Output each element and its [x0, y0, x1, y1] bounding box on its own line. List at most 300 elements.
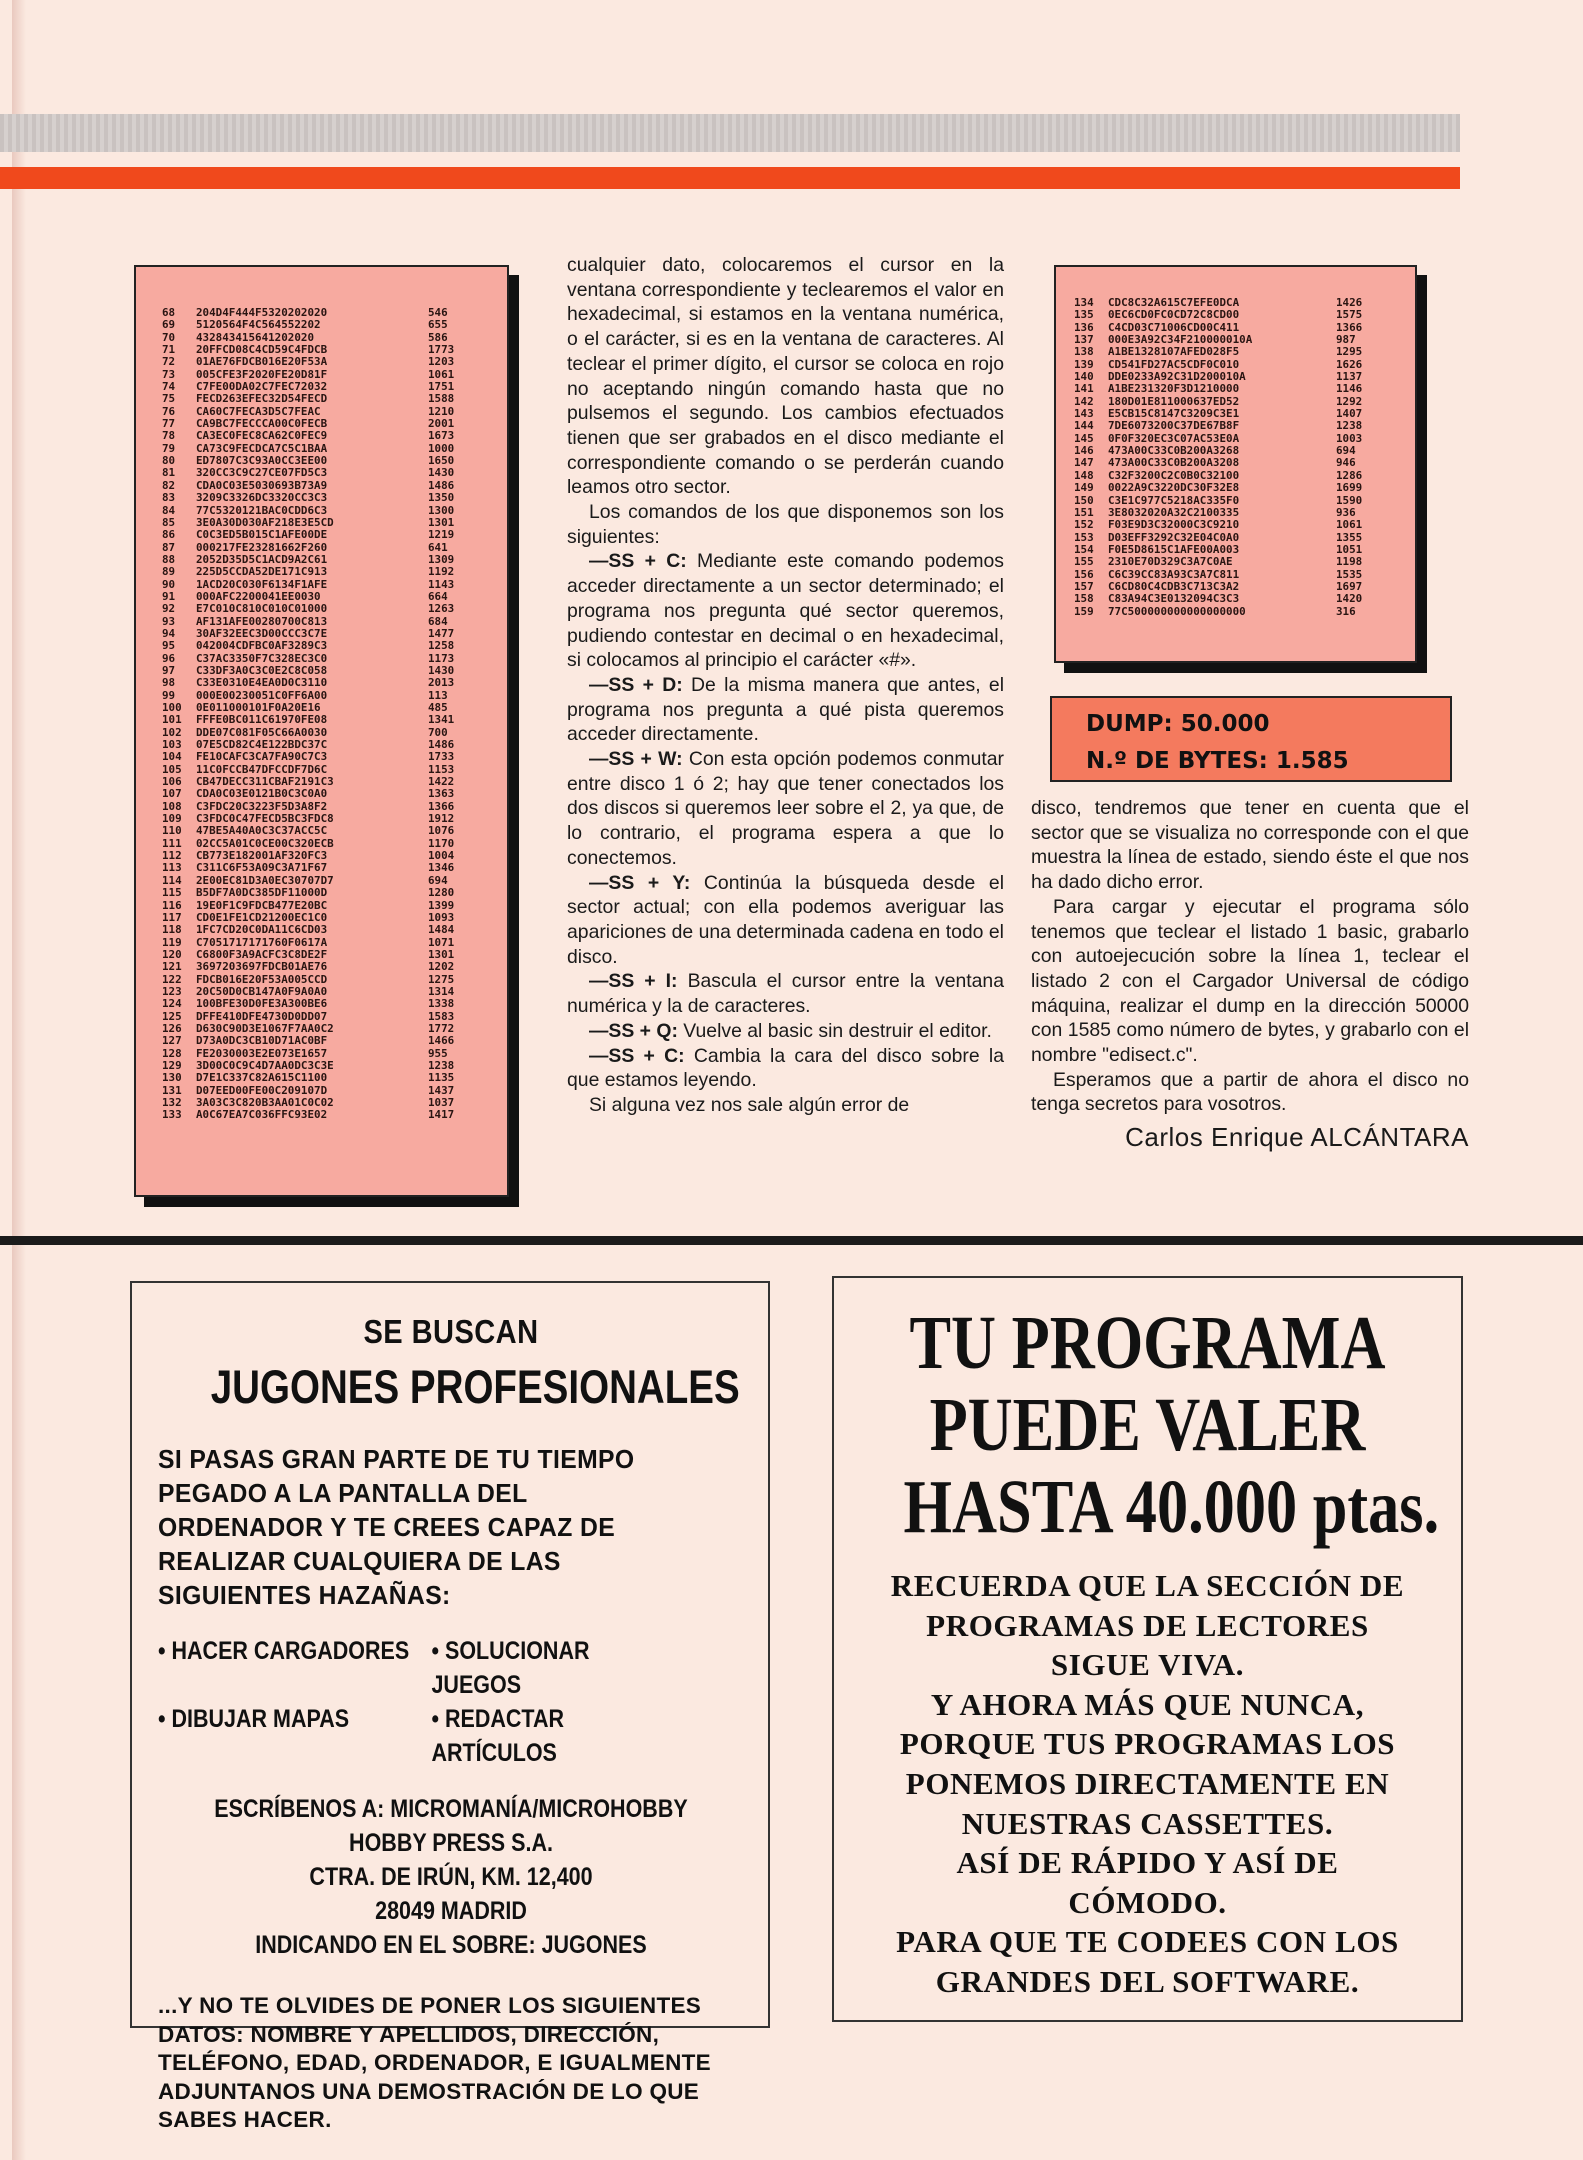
line-number: 122: [162, 972, 182, 986]
line-number: 98: [162, 676, 176, 690]
checksum: 1417: [428, 1108, 455, 1122]
line-number: 118: [162, 923, 182, 937]
hex-data: A1BE231320F3D1210000: [1108, 382, 1240, 396]
listing-row: [162, 998, 507, 1010]
hex-data: A0C67EA7C036FFC93E02: [196, 1108, 328, 1122]
hex-data: 000217FE23281662F260: [196, 540, 328, 554]
checksum: 1466: [428, 1034, 455, 1048]
address-line: INDICANDO EN EL SOBRE: JUGONES: [255, 1931, 647, 1959]
checksum: 1000: [428, 441, 455, 455]
line-number: 79: [162, 441, 176, 455]
checksum: 113: [428, 688, 448, 702]
checksum: 1061: [1336, 518, 1363, 532]
checksum: 1275: [428, 972, 455, 986]
hex-data: 3E0A30D030AF218E3E5CD: [196, 515, 334, 529]
checksum: 1061: [428, 367, 455, 381]
line-number: 81: [162, 466, 176, 480]
ad-heading-se-buscan: SE BUSCAN: [363, 1313, 539, 1350]
line-number: 88: [162, 552, 176, 566]
hex-data: CB773E182001AF320FC3: [196, 849, 328, 863]
line-number: 153: [1074, 530, 1094, 544]
checksum: 1338: [428, 997, 455, 1011]
task-item: • REDACTAR ARTÍCULOS: [431, 1705, 565, 1767]
checksum: 1350: [428, 491, 455, 505]
line-number: 100: [162, 701, 182, 714]
checksum: 1238: [428, 1058, 455, 1072]
hex-data: 225D5CCDA52DE171C913: [196, 565, 328, 579]
checksum: 1430: [428, 663, 455, 677]
hex-data: CA3EC0FEC8CA62C0FEC9: [196, 429, 328, 443]
checksum: 1751: [428, 380, 455, 394]
checksum: 1699: [1336, 481, 1363, 495]
hex-data: 01AE76FDCB016E20F53A: [196, 355, 328, 369]
hex-data: CD541FD27AC5CDF0C010: [1108, 357, 1240, 371]
checksum: 1673: [428, 429, 455, 443]
ad-heading-jugones: JUGONES PROFESIONALES: [210, 1360, 740, 1413]
listing-row: [162, 714, 507, 726]
listing-row: [162, 924, 507, 936]
hex-data: CA73C9FECDCA7C5C1BAA: [196, 441, 328, 455]
hex-data: 000AFC2200041EE0030: [196, 589, 321, 603]
listing-row: [162, 1072, 507, 1084]
line-number: 97: [162, 663, 176, 677]
line-number: 94: [162, 626, 176, 640]
checksum: 987: [1336, 333, 1356, 347]
line-number: 106: [162, 775, 182, 789]
checksum: 1258: [428, 639, 455, 653]
checksum: 1238: [1336, 419, 1363, 433]
checksum: 1286: [1336, 468, 1363, 482]
line-number: 76: [162, 404, 176, 418]
address-line: CTRA. DE IRÚN, KM. 12,400: [309, 1863, 593, 1891]
hex-data: CB47DECC311CBAF2191C3: [196, 775, 334, 789]
checksum: 1003: [1336, 431, 1363, 445]
ad-body-line: GRANDES DEL SOFTWARE.: [935, 1963, 1360, 1999]
paragraph: [1031, 796, 1469, 895]
command-key: —SS + C:: [589, 550, 687, 573]
checksum: 1037: [428, 1096, 455, 1109]
hex-data: C311C6F53A09C3A71F67: [196, 861, 328, 875]
checksum: 1143: [428, 577, 455, 591]
checksum: 1366: [428, 799, 455, 813]
dump-address: DUMP: 50.000: [1086, 711, 1270, 737]
ad-footer-text: ...Y NO TE OLVIDES DE PONER LOS SIGUIENTES DATOS: NOMBRE Y APELLIDOS, DIRECCIÓN, TELÉFONO, EDAD, ORDENADOR, E IGUALMENTE ADJUNTANOS UNA DEMOSTRACIÓN DE LO QUE SABES HACER.: [158, 1993, 711, 2132]
hex-data: E5CB15C8147C3209C3E1: [1108, 407, 1240, 421]
line-number: 78: [162, 429, 176, 443]
hex-data: 77C5320121BAC0CDD6C3: [196, 503, 328, 517]
line-number: 140: [1074, 370, 1094, 384]
hex-data: DDE07C081F05C66A0030: [196, 725, 328, 739]
right-column-paragraphs: [1031, 796, 1469, 1117]
task-item: • HACER CARGADORES: [158, 1637, 410, 1665]
ad-body-line: PONEMOS DIRECTAMENTE EN: [905, 1765, 1390, 1801]
listing-row: [162, 566, 507, 578]
listing-row: [1074, 383, 1415, 395]
line-number: 147: [1074, 456, 1094, 470]
hex-data: 0F0F320EC3C07AC53E0A: [1108, 431, 1240, 445]
checksum: 1772: [428, 1021, 455, 1035]
line-number: 121: [162, 960, 182, 974]
ad-body-line: PROGRAMAS DE LECTORES: [926, 1607, 1369, 1643]
line-number: 145: [1074, 431, 1094, 445]
hex-data: 000E00230051C0FF6A00: [196, 688, 328, 702]
listing-row: [162, 467, 507, 479]
checksum: 1590: [1336, 493, 1363, 507]
hex-data: 3E8032020A32C2100335: [1108, 505, 1240, 519]
checksum: 1773: [428, 343, 455, 357]
checksum: 1192: [428, 565, 455, 579]
command-key: —SS + C:: [589, 1044, 685, 1067]
checksum: 1071: [428, 935, 455, 949]
checksum: 1093: [428, 910, 455, 924]
line-number: 144: [1074, 419, 1094, 433]
ad-body-line: RECUERDA QUE LA SECCIÓN DE: [890, 1568, 1405, 1603]
line-number: 137: [1074, 333, 1094, 347]
line-number: 149: [1074, 481, 1094, 495]
listing-row: [1074, 519, 1415, 531]
checksum: 946: [1336, 456, 1356, 470]
hex-data: 3209C3326DC3320CC3C3: [196, 491, 328, 505]
line-number: 75: [162, 392, 176, 406]
hex-data: D630C90D3E1067F7AA0C2: [196, 1021, 334, 1035]
header-grey-band: [0, 114, 1460, 152]
hex-data: 2310E70D329C3A7C0AE: [1108, 555, 1233, 569]
checksum: 1203: [428, 355, 455, 369]
line-number: 104: [162, 750, 182, 764]
hex-data: CA60C7FECA3D5C7FEAC: [196, 404, 321, 418]
line-number: 103: [162, 738, 182, 752]
paragraph-text: Bascula el cursor entre la ventana numérica y la de caracteres.: [567, 970, 1005, 1018]
line-number: 111: [162, 836, 182, 850]
line-number: 125: [162, 1009, 182, 1023]
line-number: 96: [162, 651, 176, 665]
line-number: 143: [1074, 407, 1094, 421]
checksum: 1535: [1336, 567, 1363, 581]
line-number: 86: [162, 528, 176, 542]
paragraph-text: Vuelve al basic sin destruir el editor.: [683, 1019, 992, 1042]
hex-data: F03E9D3C32000C3C9210: [1108, 518, 1240, 532]
checksum: 1137: [1336, 370, 1363, 384]
line-number: 130: [162, 1071, 182, 1085]
paragraph: [567, 1019, 1004, 1044]
listing-row: [162, 825, 507, 837]
checksum: 1399: [428, 898, 455, 912]
paragraph: [567, 969, 1004, 1018]
checksum: 1146: [1336, 382, 1363, 396]
line-number: 157: [1074, 579, 1094, 593]
listing-row: [162, 492, 507, 504]
line-number: 99: [162, 688, 176, 702]
checksum: 1219: [428, 528, 455, 542]
listing-row: [162, 961, 507, 973]
line-number: 95: [162, 639, 176, 653]
listing-row: [1074, 309, 1415, 321]
hex-data: 2052D35D5C1ACD9A2C61: [196, 552, 328, 566]
listing-row: [162, 603, 507, 615]
line-number: 115: [162, 886, 182, 900]
line-number: 124: [162, 997, 182, 1011]
paragraph: [567, 871, 1004, 970]
hex-data: C6C39CC83A93C3A7C811: [1108, 567, 1240, 581]
checksum: 1437: [428, 1083, 455, 1097]
hex-data: D07EED00FE00C209107D: [196, 1083, 328, 1097]
checksum: 1912: [428, 812, 455, 826]
checksum: 655: [428, 318, 448, 332]
checksum: 1170: [428, 836, 455, 850]
listing-row: [1074, 346, 1415, 358]
ad-postal-address: [199, 1792, 703, 1962]
line-number: 155: [1074, 555, 1094, 569]
hex-data: FFFE0BC011C61970FE08: [196, 713, 328, 727]
checksum: 1210: [428, 404, 455, 418]
hex-data: D03EFF3292C32E04C0A0: [1108, 530, 1240, 544]
checksum: 684: [428, 614, 448, 628]
paragraph-text: cualquier dato, colocaremos el cursor en la ventana correspondiente y teclearemos el valor en hexadecimal, si estamos en la ventana numérica, o el carácter, si es en la ventana de caracteres. Al teclear el primer dígito, el cursor se coloca en rojo no aceptando ningún comando hasta que no pulsemos el segundo. Los cambios efectuados tienen que ser grabados en el disco mediante el correspondiente comando o se perderán cuando leamos otro sector.: [567, 254, 1004, 499]
hex-data: 100BFE30D0FE3A300BE6: [196, 997, 328, 1011]
line-number: 142: [1074, 394, 1094, 408]
line-number: 120: [162, 947, 182, 961]
line-number: 136: [1074, 320, 1094, 334]
line-number: 127: [162, 1034, 182, 1048]
hex-data: C4CD03C71006CD00C411: [1108, 320, 1240, 334]
hex-data: C33DF3A0C3C0E2C8C058: [196, 663, 328, 677]
listing-row: [162, 900, 507, 912]
line-number: 93: [162, 614, 176, 628]
checksum: 1173: [428, 651, 455, 665]
ad-title-line: TU PROGRAMA: [909, 1301, 1386, 1385]
hex-data: C37AC3350F7C328EC3C0: [196, 651, 328, 665]
ad-tu-programa: [832, 1276, 1463, 2022]
address-line: ESCRÍBENOS A: MICROMANÍA/MICROHOBBY: [214, 1795, 688, 1823]
listing-row: [162, 788, 507, 800]
listing-row: [162, 529, 507, 541]
ad-task-list: [158, 1634, 743, 1770]
line-number: 154: [1074, 542, 1094, 556]
checksum: 1588: [428, 392, 455, 406]
checksum: 1263: [428, 602, 455, 616]
listing-row: [162, 887, 507, 899]
hex-data: 77C500000000000000000: [1108, 604, 1246, 618]
task-item: • DIBUJAR MAPAS: [158, 1705, 350, 1733]
hex-data: E7C010C810C010C01000: [196, 602, 328, 616]
paragraph-text: Esperamos que a partir de ahora el disco no tenga secretos para vosotros.: [1031, 1068, 1469, 1116]
hex-data: 19E0F1C9FDCB477E20BC: [196, 898, 328, 912]
line-number: 92: [162, 602, 176, 616]
checksum: 1280: [428, 886, 455, 900]
hex-data: 0022A9C3220DC30F32E8: [1108, 481, 1240, 495]
hex-data: C3FDC20C3223F5D3A8F2: [196, 799, 328, 813]
checksum: 316: [1336, 604, 1356, 618]
checksum: 586: [428, 330, 448, 344]
checksum: 1697: [1336, 579, 1363, 593]
hex-data: 02CC5A01C0CE00C320ECB: [196, 836, 334, 850]
ad-title: [903, 1301, 1440, 1549]
checksum: 1314: [428, 984, 455, 998]
hex-data: CA9BC7FECCCA00C0FECB: [196, 417, 328, 431]
listing-row: [162, 862, 507, 874]
checksum: 700: [428, 725, 448, 739]
hex-data: C32F3200C2C0B0C32100: [1108, 468, 1240, 482]
line-number: 68: [162, 306, 176, 319]
line-number: 158: [1074, 592, 1094, 606]
hex-data: C0C3ED5B015C1AFE00DE: [196, 528, 328, 542]
ad-jugones: [130, 1281, 770, 2132]
line-number: 84: [162, 503, 176, 517]
hex-data: 042004CDFBC0AF3289C3: [196, 639, 328, 653]
hex-data: 30AF32EEC3D00CCC3C7E: [196, 626, 328, 640]
line-number: 72: [162, 355, 176, 369]
checksum: 2013: [428, 676, 455, 690]
line-number: 133: [162, 1108, 182, 1122]
ad-body: [850, 1566, 1445, 2002]
article-column-middle: [567, 253, 1004, 1118]
checksum: 1355: [1336, 530, 1363, 544]
hex-data: 1ACD20C030F6134F1AFE: [196, 577, 328, 591]
checksum: 1575: [1336, 308, 1363, 322]
line-number: 70: [162, 330, 176, 344]
checksum: 1626: [1336, 357, 1363, 371]
hex-data: 0E011000101F0A20E16: [196, 701, 321, 714]
ad-body-line: CÓMODO.: [1068, 1884, 1227, 1920]
hex-listing-left: [134, 265, 509, 1197]
hex-data: 5120564F4C564552202: [196, 318, 321, 332]
hex-data: CDA0C03E0121B0C3C0A0: [196, 787, 328, 801]
hex-data: 473A00C33C0B200A3268: [1108, 444, 1240, 458]
checksum: 1004: [428, 849, 455, 863]
line-number: 113: [162, 861, 182, 875]
checksum: 694: [428, 873, 448, 887]
checksum: 664: [428, 589, 448, 603]
listing-row: [1074, 420, 1415, 432]
checksum: 1486: [428, 738, 455, 752]
checksum: 1420: [1336, 592, 1363, 606]
checksum: 1135: [428, 1071, 455, 1085]
line-number: 85: [162, 515, 176, 529]
line-number: 90: [162, 577, 176, 591]
header-orange-band: [0, 167, 1460, 189]
checksum: 936: [1336, 505, 1356, 519]
checksum: 485: [428, 701, 448, 714]
hex-data: 3A03C3C820B3AA01C0C02: [196, 1096, 334, 1109]
line-number: 148: [1074, 468, 1094, 482]
hex-data: 000E3A92C34F210000010A: [1108, 333, 1253, 347]
line-number: 112: [162, 849, 182, 863]
listing-row: [162, 319, 507, 331]
hex-data: 07E5CD82C4E122BDC37C: [196, 738, 328, 752]
checksum: 1477: [428, 626, 455, 640]
line-number: 141: [1074, 382, 1094, 396]
checksum: 1484: [428, 923, 455, 937]
hex-data: 3D00C0C9C4D7AA0DC3C3E: [196, 1058, 334, 1072]
hex-data: B5DF7A0DC385DF11000D: [196, 886, 328, 900]
paragraph-text: Con esta opción podemos conmutar entre disco 1 ó 2; hay que tener conectados los dos discos si queremos leer sobre el 2, ya que, de lo contrario, el programa espera a que lo conectemos.: [567, 748, 1005, 869]
author-signature: Carlos Enrique ALCÁNTARA: [1125, 1122, 1469, 1153]
command-key: —SS + D:: [589, 673, 683, 696]
hex-data: AF131AFE00280700C813: [196, 614, 328, 628]
checksum: 1295: [1336, 345, 1363, 359]
paragraph-text: De la misma manera que antes, el programa nos pregunta a qué pista queremos acceder directamente.: [567, 673, 1005, 746]
line-number: 146: [1074, 444, 1094, 458]
listing-row: [162, 430, 507, 442]
line-number: 156: [1074, 567, 1094, 581]
line-number: 73: [162, 367, 176, 381]
hex-data: 0EC6CD0FC0CD72C8CD00: [1108, 308, 1240, 322]
listing-row: [162, 505, 507, 517]
checksum: 1486: [428, 478, 455, 492]
paragraph: [567, 253, 1004, 500]
hex-data: 180D01E811000637ED52: [1108, 394, 1240, 408]
checksum: 1153: [428, 762, 455, 776]
line-number: 131: [162, 1083, 182, 1097]
hex-data: F0E5D8615C1AFE00A003: [1108, 542, 1240, 556]
hex-data: 432843415641202020: [196, 330, 315, 344]
line-number: 77: [162, 417, 176, 431]
checksum: 1301: [428, 947, 455, 961]
paragraph-text: Continúa la búsqueda desde el sector actual; con ella podemos averiguar las apariciones de una determinada cadena en todo el disco.: [567, 871, 1004, 968]
command-key: —SS + Y:: [589, 871, 691, 894]
hex-data: C3E1C977C5218AC335F0: [1108, 493, 1240, 507]
line-number: 134: [1074, 296, 1094, 309]
ad-body-line: ASÍ DE RÁPIDO Y ASÍ DE: [956, 1845, 1339, 1881]
ad-body-line: NUESTRAS CASSETTES.: [961, 1805, 1334, 1841]
hex-data: 20FFCD08C4CD59C4FDCB: [196, 343, 328, 357]
hex-data: 7DE6073200C37DE67B8F: [1108, 419, 1240, 433]
line-number: 110: [162, 824, 182, 838]
listing-row: [1074, 606, 1415, 618]
line-number: 117: [162, 910, 182, 924]
hex-data: 005CFE3F2020FE20D81F: [196, 367, 328, 381]
hex-data: 20C50D0CB147A0F9A0A0: [196, 984, 328, 998]
article-column-right: [1031, 796, 1469, 1153]
line-number: 151: [1074, 505, 1094, 519]
checksum: 1300: [428, 503, 455, 517]
line-number: 89: [162, 565, 176, 579]
line-number: 135: [1074, 308, 1094, 322]
command-key: —SS + I:: [589, 970, 678, 993]
paragraph-text: Los comandos de los que disponemos son los siguientes:: [567, 501, 1004, 548]
paragraph: [567, 500, 1004, 549]
hex-data: CDC8C32A615C7EFE0DCA: [1108, 296, 1240, 309]
listing-row: [162, 751, 507, 763]
line-number: 114: [162, 873, 182, 887]
paragraph: [567, 673, 1004, 747]
line-number: 123: [162, 984, 182, 998]
checksum: 1407: [1336, 407, 1363, 421]
line-number: 138: [1074, 345, 1094, 359]
hex-data: FE2030003E2E073E1657: [196, 1046, 328, 1060]
line-number: 80: [162, 454, 176, 468]
line-number: 139: [1074, 357, 1094, 371]
hex-data: C3FDC0C47FECD5BC3FDC8: [196, 812, 334, 826]
hex-data: DDE0233A92C31D200010A: [1108, 370, 1246, 384]
checksum: 641: [428, 540, 448, 554]
listing-row: [162, 393, 507, 405]
line-number: 159: [1074, 604, 1094, 618]
listing-row: [1074, 495, 1415, 507]
task-item: • SOLUCIONAR JUEGOS: [431, 1637, 590, 1699]
checksum: 1309: [428, 552, 455, 566]
hex-data: ED7807C3C93A0CC3EE00: [196, 454, 328, 468]
paragraph: [1031, 895, 1469, 1068]
listing-row: [162, 677, 507, 689]
checksum: 1583: [428, 1009, 455, 1023]
checksum: 955: [428, 1046, 448, 1060]
paragraph-text: Para cargar y ejecutar el programa sólo tenemos que teclear el listado 1 basic, grabarlo con autoejecución sobre la línea 1, teclear el listado 2 con el Cargador Universal de código máquina, realizar el dump en la dirección 50000 con 1585 como número de bytes, y grabarlo con el nombre "edisect.c".: [1031, 895, 1469, 1067]
paragraph: [567, 1093, 1004, 1118]
listing-row: [162, 1109, 507, 1121]
line-number: 105: [162, 762, 182, 776]
hex-data: FE10CAFC3CA7FA90C7C3: [196, 750, 328, 764]
